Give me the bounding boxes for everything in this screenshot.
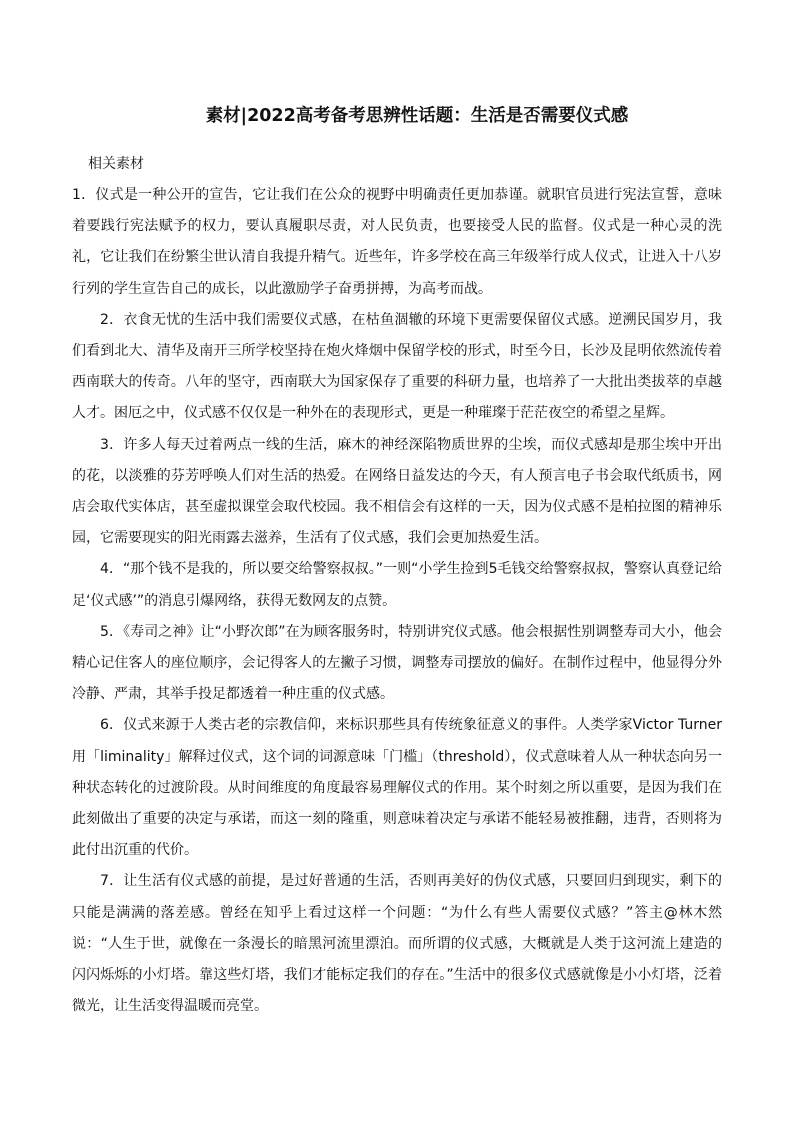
document-title: 素材|2022高考备考思辨性话题：生活是否需要仪式感 <box>205 106 629 126</box>
paragraph-1: 1．仪式是一种公开的宣告，它让我们在公众的视野中明确责任更加恭谨。就职官员进行宪法宣誓，意味着要践行宪法赋予的权力，要认真履职尽责，对人民负责，也要接受人民的监督。仪式是一种心灵的洗礼，它让我们在纷繁尘世认清自我提升精气。近些年，许多学校在高三年级举行成人仪式，让进入十八岁行列的学生宣告自己的成长，以此激励学子奋勇拼搏，为高考而战。 <box>72 187 722 297</box>
paragraph-3: 3．许多人每天过着两点一线的生活，麻木的神经深陷物质世界的尘埃，而仪式感却是那尘埃中开出的花，以淡雅的芬芳呼唤人们对生活的热爱。在网络日益发达的今天，有人预言电子书会取代纸质书，网店会取代实体店，甚至虚拟课堂会取代校园。我不相信会有这样的一天，因为仪式感不是柏拉图的精神乐园，它需要现实的阳光雨露去滋养，生活有了仪式感，我们会更加热爱生活。 <box>72 436 722 547</box>
paragraph-7: 7．让生活有仪式感的前提，是过好普通的生活，否则再美好的伪仪式感，只要回归到现实，剩下的只能是满满的落差感。曾经在知乎上看过这样一个问题：“为什么有些人需要仪式感？”答主@林木然说：“人生于世，就像在一条漫长的暗黑河流里漂泊。而所谓的仪式感，大概就是人类于这河流上建造的闪闪烁烁的小灯塔。靠这些灯塔，我们才能标定我们的存在。”生活中的很多仪式感就像是小小灯塔，泛着微光，让生活变得温暖而亮堂。 <box>72 873 722 1015</box>
paragraph-5: 5．《寿司之神》让“小野次郎”在为顾客服务时，特别讲究仪式感。他会根据性别调整寿司大小，他会精心记住客人的座位顺序，会记得客人的左撇子习惯，调整寿司摆放的偏好。在制作过程中，他显得分外冷静、严肃，其举手投足都透着一种庄重的仪式感。 <box>72 623 722 703</box>
section-label: 相关素材 <box>88 156 144 172</box>
document-page <box>72 100 722 1022</box>
paragraph-4: 4．“那个钱不是我的，所以要交给警察叔叔。”一则“小学生捡到5毛钱交给警察叔叔，警察认真登记给足‘仪式感’”的消息引爆网络，获得无数网友的点赞。 <box>72 561 722 609</box>
paragraph-6: 6．仪式来源于人类古老的宗教信仰，来标识那些具有传统象征意义的事件。人类学家Victor Turner用「liminality」解释过仪式，这个词的词源意味「门槛」（threshold），仪式意味着人从一种状态向另一种状态转化的过渡阶段。从时间维度的角度最容易理解仪式的作用。某个时刻之所以重要，是因为我们在此刻做出了重要的决定与承诺，而这一刻的隆重，则意味着决定与承诺不能轻易被推翻，违背，否则将为此付出沉重的代价。 <box>72 717 722 859</box>
paragraph-2: 2．衣食无忧的生活中我们需要仪式感，在枯鱼涸辙的环境下更需要保留仪式感。逆溯民国岁月，我们看到北大、清华及南开三所学校坚持在炮火烽烟中保留学校的形式，时至今日，长沙及昆明依然流传着西南联大的传奇。八年的坚守，西南联大为国家保存了重要的科研力量，也培养了一大批出类拔萃的卓越人才。困厄之中，仪式感不仅仅是一种外在的表现形式，更是一种璀璨于茫茫夜空的希望之星辉。 <box>72 311 722 422</box>
